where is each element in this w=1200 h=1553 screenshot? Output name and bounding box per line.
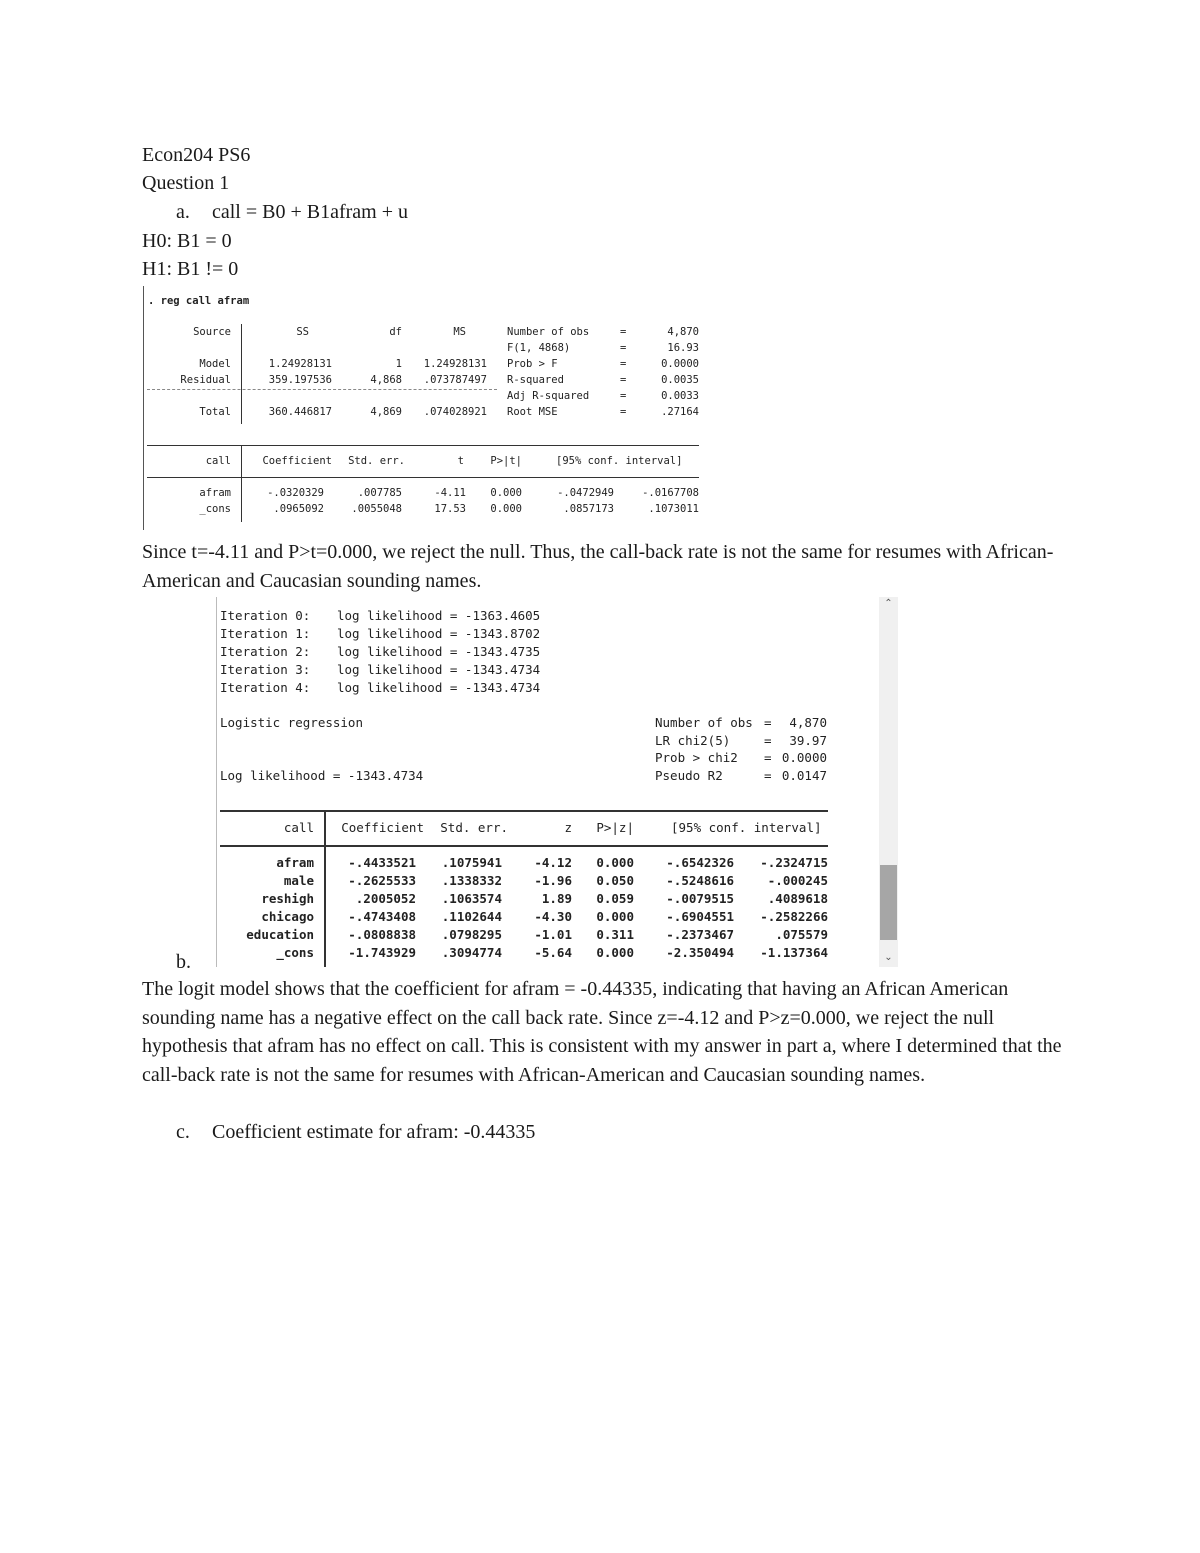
null-hypothesis: H0: B1 = 0 [142,230,232,252]
iteration-text-1: log likelihood = -1343.8702 [337,626,541,641]
doc-title: Econ204 PS6 [142,144,251,166]
anova-row-total-df: 4,869 [370,406,402,418]
logit-stat-value-2: 0.0000 [781,750,827,765]
logit-row-cons-se: .3094774 [441,945,502,960]
anova-row-residual-df: 4,868 [370,374,402,386]
iteration-label-4: Iteration 4: [220,680,311,695]
ols-stat-eq-4: = [620,390,627,402]
logit-row-afram-lo: -.6542326 [666,855,734,870]
ols-stat-label-2: Prob > F [507,358,558,370]
logit-row-chicago-p: 0.000 [596,909,634,924]
logit-model-title: Logistic regression [220,715,363,730]
logit-row-reshigh-var: reshigh [261,891,314,906]
logit-coef-header-se: Std. err. [440,820,508,835]
part-b-marker: b. [176,951,191,973]
anova-row-model-source: Model [199,358,231,370]
ols-stat-eq-0: = [620,326,627,338]
logit-row-reshigh-lo: -.0079515 [666,891,734,906]
logit-row-education-z: -1.01 [534,927,572,942]
ols-row-afram-se: .007785 [357,487,402,499]
logit-stat-value-1: 39.97 [789,733,827,748]
ols-row-cons-t: 17.53 [434,503,466,515]
iteration-text-3: log likelihood = -1343.4734 [337,662,541,677]
vertical-scrollbar[interactable] [879,597,898,967]
logit-stat-label-2: Prob > chi2 [655,750,738,765]
ols-stat-eq-1: = [620,342,627,354]
logit-row-cons-coef: -1.743929 [348,945,416,960]
chevron-up-icon[interactable]: ⌃ [884,598,893,609]
ols-stat-label-0: Number of obs [507,326,590,338]
logit-row-afram-hi: -.2324715 [760,855,828,870]
ols-stat-eq-2: = [620,358,627,370]
part-c-answer: Coefficient estimate for afram: -0.44335 [212,1121,536,1143]
ols-stat-label-4: Adj R-squared [507,390,590,402]
ols-row-cons-hi: .1073011 [648,503,699,515]
ols-stat-label-5: Root MSE [507,406,558,418]
anova-header-ss: SS [296,326,309,338]
anova-row-model-ms: 1.24928131 [423,358,487,370]
ols-stat-value-1: 16.93 [667,342,699,354]
iteration-text-2: log likelihood = -1343.4735 [337,644,541,659]
logit-row-afram-se: .1075941 [441,855,502,870]
anova-row-residual-ss: 359.197536 [268,374,332,386]
logit-coef-header-ci: [95% conf. interval] [671,820,822,835]
iteration-label-1: Iteration 1: [220,626,311,641]
logit-row-chicago-coef: -.4743408 [348,909,416,924]
ols-coef-header-t: t [457,455,464,467]
ols-stat-value-3: 0.0035 [661,374,699,386]
logit-row-male-lo: -.5248616 [666,873,734,888]
logit-row-cons-var: _cons [276,945,314,960]
logit-row-afram-z: -4.12 [534,855,572,870]
logit-coef-header-coef: Coefficient [341,820,424,835]
logit-row-male-z: -1.96 [534,873,572,888]
logit-row-reshigh-z: 1.89 [541,891,572,906]
stata-command: . reg call afram [148,295,250,307]
anova-header-source: Source [193,326,231,338]
logit-row-cons-p: 0.000 [596,945,634,960]
logit-row-education-se: .0798295 [441,927,502,942]
logit-row-education-hi: .075579 [775,927,828,942]
ols-interpretation: Since t=-4.11 and P>t=0.000, we reject the null. Thus, the call-back rate is not the same for resumes with African-American and Caucasian sounding names. [142,541,1054,592]
ols-coef-header-var: call [205,455,231,467]
logit-coef-header-p: P>|z| [596,820,634,835]
ols-row-cons-lo: .0857173 [563,503,614,515]
ols-row-cons-var: _cons [199,503,231,515]
iteration-text-4: log likelihood = -1343.4734 [337,680,541,695]
ols-row-cons-coef: .0965092 [273,503,324,515]
logit-row-chicago-hi: -.2582266 [760,909,828,924]
ols-row-afram-lo: -.0472949 [557,487,614,499]
iteration-label-0: Iteration 0: [220,608,311,623]
part-c-marker: c. [176,1121,190,1143]
logit-row-reshigh-se: .1063574 [441,891,502,906]
logit-row-cons-hi: -1.137364 [760,945,828,960]
logit-row-reshigh-coef: .2005052 [355,891,416,906]
ols-row-afram-coef: -.0320329 [267,487,324,499]
logit-stat-eq-0: = [764,715,772,730]
ols-stat-eq-5: = [620,406,627,418]
logit-row-education-var: education [246,927,314,942]
logit-row-afram-var: afram [276,855,314,870]
logit-loglik: Log likelihood = -1343.4734 [220,768,424,783]
scrollbar-thumb[interactable] [880,865,897,940]
logit-stat-eq-3: = [764,768,772,783]
ols-stat-value-0: 4,870 [667,326,699,338]
iteration-text-0: log likelihood = -1363.4605 [337,608,541,623]
logit-row-male-se: .1338332 [441,873,502,888]
logit-row-education-coef: -.0808838 [348,927,416,942]
ols-coef-header-se: Std. err. [348,455,405,467]
part-a-marker: a. [176,201,190,223]
chevron-down-icon[interactable]: ⌄ [884,952,893,963]
logit-row-education-lo: -.2373467 [666,927,734,942]
anova-row-residual-ms: .073787497 [423,374,487,386]
anova-row-total-ms: .074028921 [423,406,487,418]
logit-stat-eq-2: = [764,750,772,765]
logit-row-male-p: 0.050 [596,873,634,888]
anova-row-model-df: 1 [395,358,402,370]
alt-hypothesis: H1: B1 != 0 [142,258,239,280]
logit-interpretation: The logit model shows that the coefficient for afram = -0.44335, indicating that having an African American sounding name has a negative effect on the call back rate. Since z=-4.12 and P>z=0.000, we reject the null hypothesis that afram has no effect on call. This is consistent with my answer in part a, where I determined that the call-back rate is not the same for resumes with African-American and Caucasian sounding names. [142,978,1062,1086]
logit-row-chicago-lo: -.6904551 [666,909,734,924]
logit-coef-header-var: call [283,820,314,835]
ols-row-cons-p: 0.000 [490,503,522,515]
ols-coef-header-ci: [95% conf. interval] [556,455,683,467]
part-a-model: call = B0 + B1afram + u [212,201,409,223]
ols-row-afram-p: 0.000 [490,487,522,499]
logit-row-education-p: 0.311 [596,927,634,942]
anova-row-total-ss: 360.446817 [268,406,332,418]
ols-stat-value-4: 0.0033 [661,390,699,402]
logit-stat-eq-1: = [764,733,772,748]
ols-row-afram-var: afram [199,487,231,499]
logit-row-chicago-var: chicago [261,909,314,924]
logit-row-afram-p: 0.000 [596,855,634,870]
anova-row-total-source: Total [199,406,231,418]
logit-row-chicago-se: .1102644 [441,909,502,924]
ols-stat-value-5: .27164 [661,406,699,418]
ols-coef-header-p: P>|t| [490,455,522,467]
logit-output-screenshot [214,597,900,967]
logit-row-male-var: male [283,873,314,888]
logit-row-male-hi: -.000245 [767,873,828,888]
question-heading: Question 1 [142,172,230,194]
logit-coef-header-z: z [564,820,572,835]
logit-stat-label-3: Pseudo R2 [655,768,723,783]
ols-row-afram-t: -4.11 [434,487,466,499]
ols-stat-eq-3: = [620,374,627,386]
ols-coef-header-coef: Coefficient [262,455,332,467]
anova-header-df: df [389,326,402,338]
logit-stat-value-0: 4,870 [789,715,827,730]
ols-row-afram-hi: -.0167708 [642,487,699,499]
iteration-label-2: Iteration 2: [220,644,311,659]
ols-stat-label-3: R-squared [507,374,564,386]
logit-stat-label-1: LR chi2(5) [655,733,731,748]
logit-row-cons-lo: -2.350494 [666,945,734,960]
anova-row-model-ss: 1.24928131 [268,358,332,370]
ols-stat-label-1: F(1, 4868) [507,342,571,354]
logit-row-afram-coef: -.4433521 [348,855,416,870]
ols-stat-value-2: 0.0000 [661,358,699,370]
logit-row-chicago-z: -4.30 [534,909,572,924]
ols-row-cons-se: .0055048 [351,503,402,515]
logit-row-cons-z: -5.64 [534,945,572,960]
logit-row-reshigh-hi: .4089618 [767,891,828,906]
ols-output-screenshot [143,286,741,530]
logit-row-reshigh-p: 0.059 [596,891,634,906]
logit-stat-label-0: Number of obs [655,715,753,730]
anova-header-ms: MS [453,326,466,338]
anova-row-residual-source: Residual [180,374,231,386]
logit-stat-value-3: 0.0147 [781,768,827,783]
logit-row-male-coef: -.2625533 [348,873,416,888]
iteration-label-3: Iteration 3: [220,662,311,677]
